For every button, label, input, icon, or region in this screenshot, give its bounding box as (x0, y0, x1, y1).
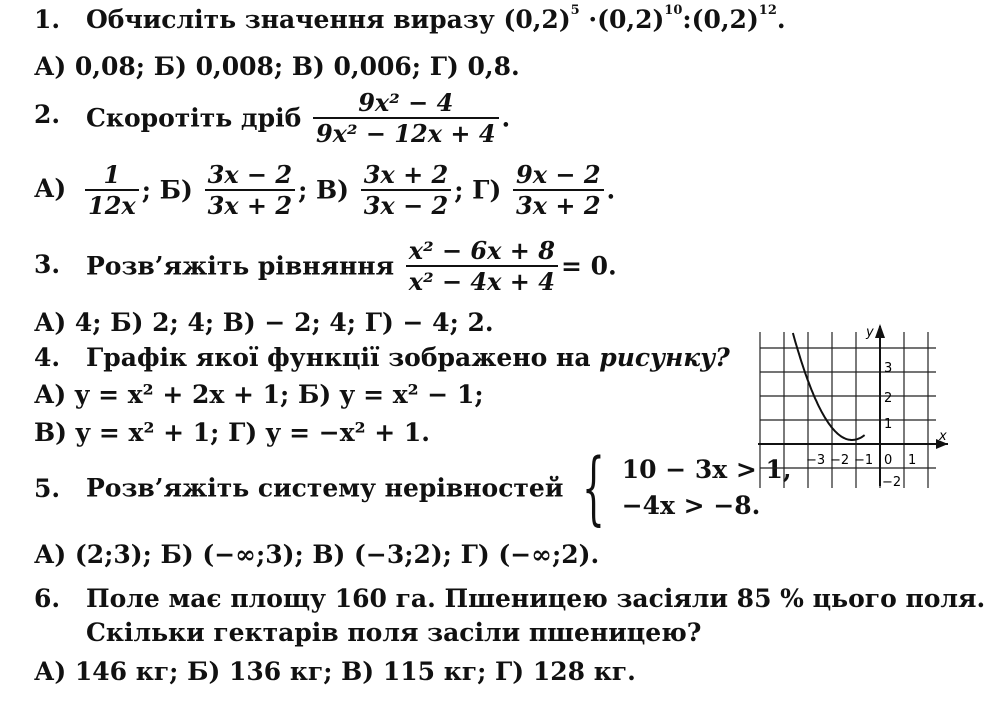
answer-label-c: ; В) (298, 175, 349, 205)
fraction-numerator: 9x² − 4 (313, 88, 499, 119)
equation-rhs: = 0. (560, 251, 617, 281)
fraction-denominator: 3x − 2 (363, 191, 449, 220)
answers-text: А) 0,08; Б) 0,008; В) 0,006; Г) 0,8. (34, 52, 520, 81)
expr-div: : (682, 5, 692, 34)
question-2-text-wrap (86, 88, 510, 148)
answers-text: А) 4; Б) 2; 4; В) − 2; 4; Г) − 4; 2. (34, 308, 494, 337)
y-tick-label: 1 (884, 417, 893, 432)
question-3-fraction (406, 236, 558, 296)
parabola-graph (758, 318, 958, 498)
expr-mul: · (588, 5, 598, 34)
question-2-text: Скоротіть дріб (86, 103, 302, 133)
question-4-text: Графік якої функції зображено на (86, 343, 591, 372)
expr-exp-3: 12 (758, 3, 777, 18)
answer-c-fraction (361, 160, 452, 220)
expr-base-1: (0,2) (503, 5, 571, 34)
answer-b-fraction (205, 160, 296, 220)
answer-d-fraction (513, 160, 604, 220)
question-5-text-wrap (86, 441, 792, 534)
x-tick-label: −2 (830, 453, 850, 468)
inequality-2: −4x > −8. (621, 491, 761, 520)
question-1-expression (504, 5, 786, 34)
question-4-number: 4. (34, 343, 61, 372)
question-3-text: Розв’яжіть рівняння (86, 251, 395, 281)
fraction-denominator: 12x (88, 191, 136, 220)
question-4-text-italic: рисунку? (599, 343, 730, 372)
x-tick-label: −3 (806, 453, 826, 468)
y-tick-label: 2 (884, 391, 893, 406)
fraction-numerator: 1 (85, 160, 139, 191)
question-3-number: 3. (34, 250, 61, 279)
y-axis-arrow (875, 324, 885, 338)
x-tick-label: −1 (854, 453, 874, 468)
expr-base-2: (0,2) (597, 5, 665, 34)
question-6-text-line-1: Поле має площу 160 га. Пшеницею засіяли 85 % цього поля. (86, 584, 986, 613)
x-axis-label: x (939, 429, 947, 444)
expr-end: . (776, 5, 786, 34)
x-tick-label: 1 (908, 453, 917, 468)
answers-text: А) (2;3); Б) (−∞;3); В) (−3;2); Г) (−∞;2). (34, 540, 600, 569)
answers-text: В) y = x² + 1; Г) y = −x² + 1. (34, 418, 431, 447)
question-5-number: 5. (34, 474, 61, 503)
question-5-text: Розв’яжіть систему нерівностей (86, 473, 564, 503)
y-axis-label: y (866, 325, 874, 340)
fraction-numerator: 3x − 2 (205, 160, 296, 191)
expr-end: . (606, 175, 616, 205)
parabola-curve (793, 333, 865, 440)
answer-label-d: ; Г) (454, 175, 502, 205)
fraction-denominator: 3x + 2 (516, 191, 601, 220)
answers-text: А) 146 кг; Б) 136 кг; В) 115 кг; Г) 128 кг. (34, 657, 636, 686)
inequality-1: 10 − 3x > 1, (621, 455, 792, 484)
answers-text: А) y = x² + 2x + 1; Б) y = x² − 1; (34, 380, 484, 409)
system-brace: { (582, 441, 606, 534)
x-tick-label: 0 (884, 453, 893, 468)
fraction-denominator: x² − 4x + 4 (408, 267, 555, 296)
question-1-number: 1. (34, 5, 61, 34)
question-6-number: 6. (34, 584, 61, 613)
question-2-fraction (313, 88, 499, 148)
y-tick-label: 3 (884, 361, 893, 376)
answer-label-b: ; Б) (141, 175, 193, 205)
fraction-numerator: 9x − 2 (513, 160, 604, 191)
question-3-text-wrap (86, 236, 617, 296)
fraction-denominator: 3x + 2 (207, 191, 293, 220)
expr-end: . (501, 103, 511, 133)
question-4-text-wrap (86, 343, 730, 372)
expr-exp-2: 10 (664, 3, 683, 18)
expr-base-3: (0,2) (691, 5, 759, 34)
answer-label-a: А) (34, 174, 67, 203)
question-6-text-line-2: Скільки гектарів поля засіли пшеницею? (86, 618, 702, 647)
question-1-text-wrap (86, 5, 786, 34)
fraction-numerator: x² − 6x + 8 (406, 236, 558, 267)
answer-options-row (82, 160, 615, 220)
fraction-denominator: 9x² − 12x + 4 (315, 119, 496, 148)
fraction-numerator: 3x + 2 (361, 160, 452, 191)
answer-a-fraction (85, 160, 139, 220)
question-1-text: Обчисліть значення виразу (86, 5, 495, 34)
y-tick-label: −2 (882, 475, 902, 490)
question-2-number: 2. (34, 100, 61, 129)
expr-exp-1: 5 (570, 3, 580, 18)
